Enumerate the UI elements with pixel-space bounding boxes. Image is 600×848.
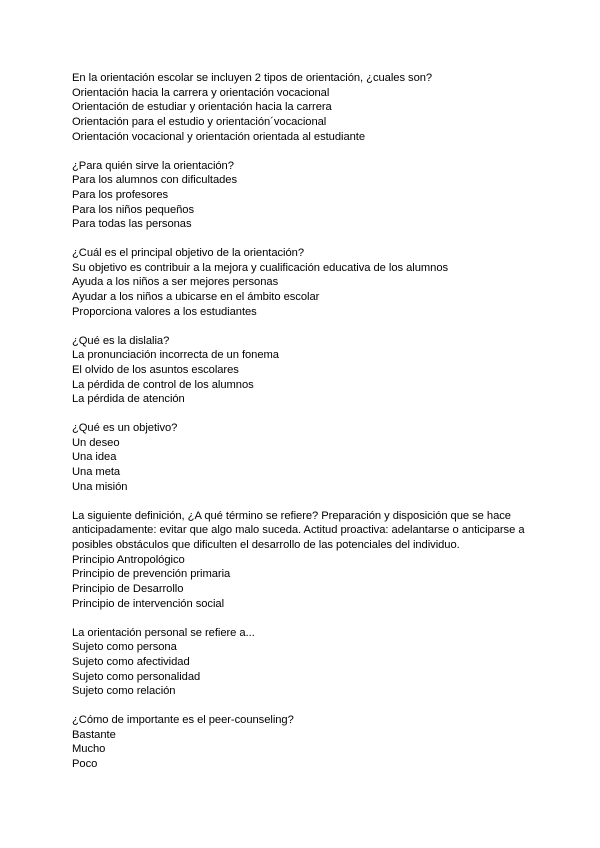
question-block-2 [72,159,542,233]
answer-option: Una idea [72,451,117,464]
answer-option: Orientación de estudiar y orientación hacia la carrera [72,101,332,114]
answer-option: Sujeto como afectividad [72,655,190,668]
question-text: ¿Cuál es el principal objetivo de la orientación? [72,247,305,260]
answer-option: Bastante [72,728,116,741]
question-text-line: La siguiente definición, ¿A qué término se refiere? Preparación y disposición que se hace [72,509,511,522]
answer-option: Principio de intervención social [72,597,224,610]
answer-option: Poco [72,758,98,771]
question-block-1 [72,71,542,145]
answer-option: Mucho [72,743,106,756]
question-text: ¿Qué es la dislalia? [72,334,170,347]
question-block-8 [72,713,542,772]
answer-option: La pronunciación incorrecta de un fonema [72,349,279,362]
answer-option: La pérdida de atención [72,393,185,406]
question-text: La orientación personal se refiere a... [72,626,255,639]
question-text: ¿Para quién sirve la orientación? [72,159,234,172]
answer-option: Orientación para el estudio y orientación´vocacional [72,116,327,129]
answer-option: Para los profesores [72,188,169,201]
answer-option: Ayuda a los niños a ser mejores personas [72,276,279,289]
question-block-5 [72,421,542,495]
question-text-line: anticipadamente: evitar que algo malo suceda. Actitud proactiva: adelantarse o anticiparse a [72,524,525,537]
question-block-7 [72,626,542,700]
answer-option: Principio Antropológico [72,553,185,566]
question-text-line: posibles obstáculos que dificulten el desarrollo de las potenciales del individuo. [72,538,460,551]
answer-option: Para los alumnos con dificultades [72,174,238,187]
answer-option: Orientación hacia la carrera y orientación vocacional [72,86,330,99]
answer-option: Su objetivo es contribuir a la mejora y cualificación educativa de los alumnos [72,261,449,274]
answer-option: Principio de Desarrollo [72,583,184,596]
answer-option: Para los niños pequeños [72,203,195,216]
question-block-4 [72,334,542,408]
document-page [72,71,542,786]
answer-option: La pérdida de control de los alumnos [72,378,254,391]
answer-option: Sujeto como relación [72,685,176,698]
answer-option: Sujeto como personalidad [72,670,201,683]
question-text: ¿Qué es un objetivo? [72,422,178,435]
answer-option: Orientación vocacional y orientación orientada al estudiante [72,130,366,143]
answer-option: Proporciona valores a los estudiantes [72,305,257,318]
answer-option: Una misión [72,480,128,493]
question-text: ¿Cómo de importante es el peer-counseling? [72,714,294,727]
question-text: En la orientación escolar se incluyen 2 tipos de orientación, ¿cuales son? [72,72,433,84]
answer-option: Ayudar a los niños a ubicarse en el ámbito escolar [72,291,320,304]
answer-option: Principio de prevención primaria [72,568,231,581]
answer-option: Sujeto como persona [72,641,177,654]
answer-option: El olvido de los asuntos escolares [72,363,239,376]
answer-option: Para todas las personas [72,218,192,231]
question-block-3 [72,246,542,320]
answer-option: Una meta [72,466,121,479]
question-block-6 [72,509,542,612]
answer-option: Un deseo [72,436,120,449]
